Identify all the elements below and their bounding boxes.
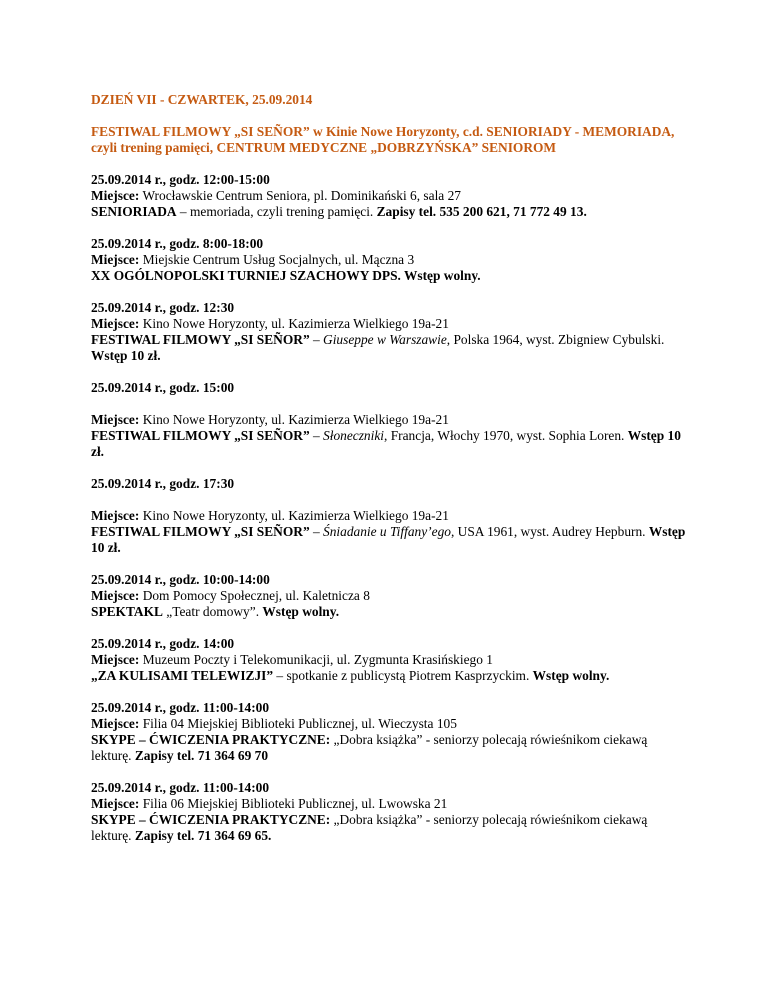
event-place-line xyxy=(91,652,691,668)
event-dash: – xyxy=(309,332,324,347)
event-note: Zapisy tel. 535 200 621, 71 772 49 13. xyxy=(376,204,587,219)
event-desc: , Polska 1964, wyst. Zbigniew Cybulski. xyxy=(446,332,665,347)
event-place-line xyxy=(91,412,691,428)
event-date: 25.09.2014 r., godz. 15:00 xyxy=(91,380,235,395)
event-dash: – xyxy=(309,524,324,539)
event-description xyxy=(91,268,691,284)
event-place: Kino Nowe Horyzonty, ul. Kazimierza Wielkiego 19a-21 xyxy=(142,412,449,427)
event-date: 25.09.2014 r., godz. 11:00-14:00 xyxy=(91,780,270,795)
event-description xyxy=(91,732,691,764)
event-date: 25.09.2014 r., godz. 17:30 xyxy=(91,476,235,491)
event-desc: – spotkanie z publicystą Piotrem Kasprzyckim. xyxy=(273,668,533,683)
event-title: FESTIWAL FILMOWY „SI SEÑOR” xyxy=(91,524,310,539)
event-item xyxy=(91,700,691,764)
event-item xyxy=(91,380,691,460)
event-date: 25.09.2014 r., godz. 10:00-14:00 xyxy=(91,572,270,587)
event-description xyxy=(91,668,691,684)
event-desc: „Teatr domowy”. xyxy=(162,604,263,619)
place-label: Miejsce: xyxy=(91,188,140,203)
place-label: Miejsce: xyxy=(91,652,140,667)
event-place-line xyxy=(91,252,691,268)
event-desc: „Dobra książka” - seniorzy polecają rówieśnikom ciekawą lekturę. xyxy=(91,812,648,843)
day-heading: DZIEŃ VII - CZWARTEK, 25.09.2014 xyxy=(91,92,313,107)
place-label: Miejsce: xyxy=(91,508,140,523)
event-title: FESTIWAL FILMOWY „SI SEÑOR” xyxy=(91,428,310,443)
event-date: 25.09.2014 r., godz. 8:00-18:00 xyxy=(91,236,264,251)
event-description xyxy=(91,524,691,556)
event-note: Wstęp wolny. xyxy=(532,668,610,683)
event-date: 25.09.2014 r., godz. 14:00 xyxy=(91,636,235,651)
event-date: 25.09.2014 r., godz. 11:00-14:00 xyxy=(91,700,270,715)
event-film: Śniadanie u Tiffany’ego xyxy=(323,524,451,539)
event-place: Filia 06 Miejskiej Biblioteki Publicznej, ul. Lwowska 21 xyxy=(142,796,448,811)
event-note: Wstęp 10 zł. xyxy=(91,524,686,555)
event-description xyxy=(91,604,691,620)
place-label: Miejsce: xyxy=(91,252,140,267)
event-place: Wrocławskie Centrum Seniora, pl. Dominikański 6, sala 27 xyxy=(142,188,461,203)
place-label: Miejsce: xyxy=(91,716,140,731)
event-place: Miejskie Centrum Usług Socjalnych, ul. Mączna 3 xyxy=(142,252,415,267)
place-label: Miejsce: xyxy=(91,796,140,811)
event-place-line xyxy=(91,716,691,732)
event-place: Kino Nowe Horyzonty, ul. Kazimierza Wielkiego 19a-21 xyxy=(142,316,449,331)
spacer xyxy=(91,492,691,508)
event-item xyxy=(91,300,691,364)
event-place-line xyxy=(91,316,691,332)
event-dash: – xyxy=(309,428,324,443)
event-date: 25.09.2014 r., godz. 12:00-15:00 xyxy=(91,172,270,187)
document-page xyxy=(91,92,691,860)
event-description xyxy=(91,332,691,364)
event-item xyxy=(91,172,691,220)
spacer xyxy=(91,396,691,412)
event-place: Kino Nowe Horyzonty, ul. Kazimierza Wielkiego 19a-21 xyxy=(142,508,449,523)
event-film: Słoneczniki xyxy=(323,428,385,443)
event-place-line xyxy=(91,796,691,812)
event-place-line xyxy=(91,588,691,604)
event-title: SKYPE – ĆWICZENIA PRAKTYCZNE: xyxy=(91,812,331,827)
event-place: Filia 04 Miejskiej Biblioteki Publicznej, ul. Wieczysta 105 xyxy=(142,716,457,731)
event-description xyxy=(91,428,691,460)
event-desc: , Francja, Włochy 1970, wyst. Sophia Loren. xyxy=(384,428,628,443)
event-title: „ZA KULISAMI TELEWIZJI” xyxy=(91,668,274,683)
place-label: Miejsce: xyxy=(91,588,140,603)
event-title: XX OGÓLNOPOLSKI TURNIEJ SZACHOWY DPS. Wstęp wolny. xyxy=(91,268,481,283)
event-description xyxy=(91,204,691,220)
event-title: SPEKTAKL xyxy=(91,604,163,619)
event-item xyxy=(91,636,691,684)
place-label: Miejsce: xyxy=(91,412,140,427)
event-note: Zapisy tel. 71 364 69 65. xyxy=(134,828,272,843)
event-film: Giuseppe w Warszawie xyxy=(323,332,447,347)
event-item xyxy=(91,572,691,620)
event-desc: „Dobra książka” - seniorzy polecają rówieśnikom ciekawą lekturę. xyxy=(91,732,648,763)
event-item xyxy=(91,476,691,556)
event-note: Zapisy tel. 71 364 69 70 xyxy=(134,748,269,763)
event-desc: – memoriada, czyli trening pamięci. xyxy=(176,204,377,219)
event-place: Dom Pomocy Społecznej, ul. Kaletnicza 8 xyxy=(142,588,370,603)
event-title: FESTIWAL FILMOWY „SI SEÑOR” xyxy=(91,332,310,347)
event-description xyxy=(91,812,691,844)
event-place: Muzeum Poczty i Telekomunikacji, ul. Zygmunta Krasińskiego 1 xyxy=(142,652,493,667)
event-item xyxy=(91,780,691,844)
event-place-line xyxy=(91,508,691,524)
place-label: Miejsce: xyxy=(91,316,140,331)
section-heading: FESTIWAL FILMOWY „SI SEÑOR” w Kinie Nowe Horyzonty, c.d. SENIORIADY - MEMORIADA, czyli trening pamięci, CENTRUM MEDYCZNE „DOBRZYŃSKA” SENIOROM xyxy=(91,124,675,155)
event-place-line xyxy=(91,188,691,204)
event-desc: , USA 1961, wyst. Audrey Hepburn. xyxy=(450,524,649,539)
event-note: Wstęp 10 zł. xyxy=(91,428,681,459)
event-date: 25.09.2014 r., godz. 12:30 xyxy=(91,300,235,315)
event-title: SENIORIADA xyxy=(91,204,177,219)
event-note: Wstęp wolny. xyxy=(262,604,340,619)
event-note: Wstęp 10 zł. xyxy=(91,348,161,363)
event-item xyxy=(91,236,691,284)
event-title: SKYPE – ĆWICZENIA PRAKTYCZNE: xyxy=(91,732,331,747)
